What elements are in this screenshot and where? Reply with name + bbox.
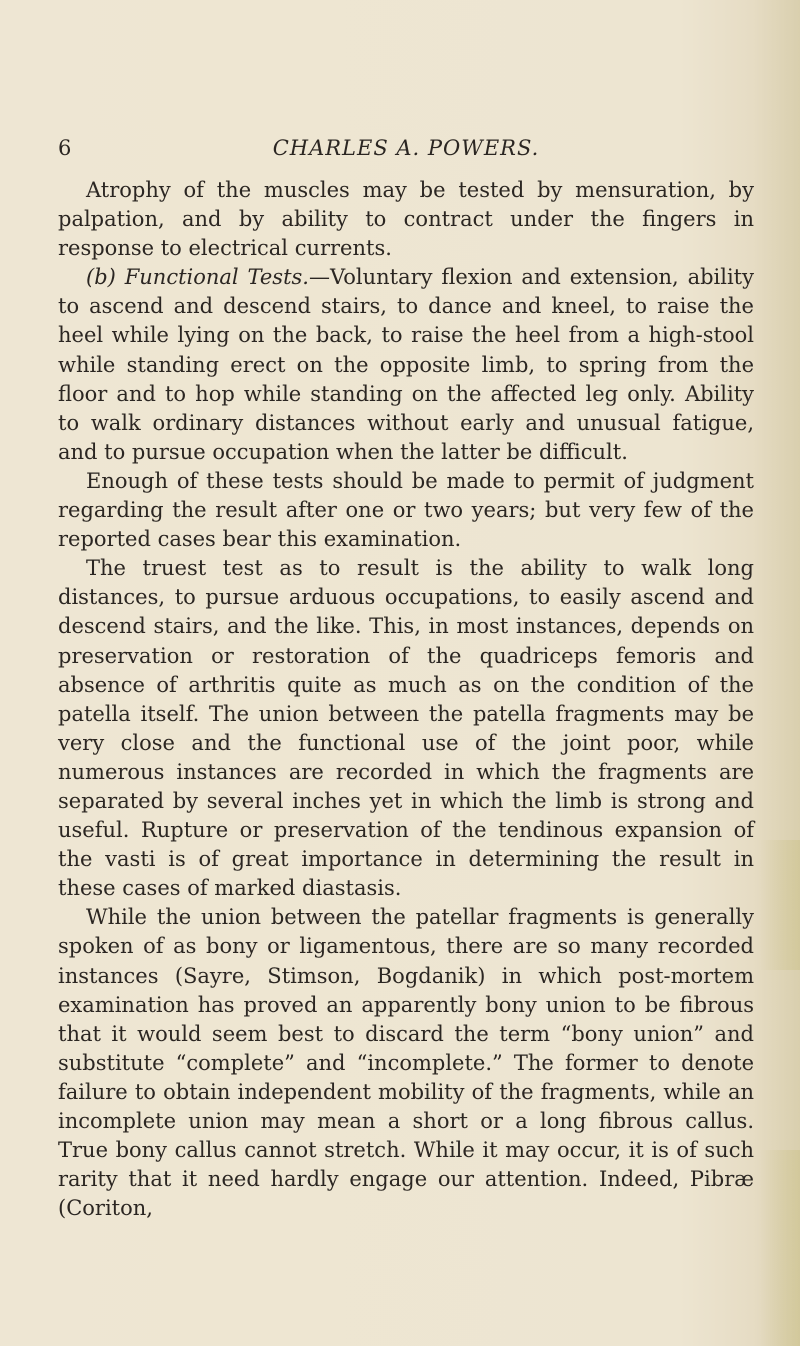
paragraph: (b) Functional Tests.—Voluntary flexion and extension, ability to ascend and descend stairs, to dance and kneel, to raise the heel while lying on the back, to raise the heel from a high-stool while standing erect on the opposite limb, to spring from the floor and to hop while standing on the affected leg only. Ability to walk ordinary distances without early and unusual fatigue, and to pursue occupation when the latter be difficult. (58, 265, 754, 464)
running-head: CHARLES A. POWERS. (272, 136, 540, 160)
page-number: 6 (58, 136, 72, 160)
paragraph: Atrophy of the muscles may be tested by mensuration, by palpation, and by ability to contract under the fingers in response to electrical currents. (58, 178, 754, 261)
section-title: Functional Tests. (124, 265, 309, 290)
page-header (58, 134, 754, 168)
section-label: (b) (86, 265, 116, 290)
paragraph: The truest test as to result is the ability to walk long distances, to pursue arduous occupations, to easily ascend and descend stairs, and the like. This, in most instances, depends on preservation or restoration of the quadriceps femoris and absence of arthritis quite as much as on the condition of the patella itself. The union between the patella fragments may be very close and the functional use of the joint poor, while numerous instances are recorded in which the fragments are separated by several inches yet in which the limb is strong and useful. Rupture or preservation of the tendinous expansion of the vasti is of great importance in determining the result in these cases of marked diastasis. (58, 556, 754, 901)
page-stain (760, 840, 800, 970)
paragraph: Enough of these tests should be made to permit of judgment regarding the result after one or two years; but very few of the reported cases bear this examination. (58, 468, 754, 552)
body-text (58, 176, 754, 1223)
paragraph: While the union between the patellar fragments is generally spoken of as bony or ligamentous, there are so many recorded instances (Sayre, Stimson, Bogdanik) in which post-mortem examination has proved an apparently bony union to be fibrous that it would seem best to discard the term “bony union” and substitute “complete” and “incomplete.” The former to denote failure to obtain independent mobility of the fragments, while an incomplete union may mean a short or a long fibrous callus. True bony callus cannot stretch. While it may occur, it is of such rarity that it need hardly engage our attention. Indeed, Pibræ (Coriton, (58, 905, 754, 1221)
page-stain (760, 1150, 800, 1346)
